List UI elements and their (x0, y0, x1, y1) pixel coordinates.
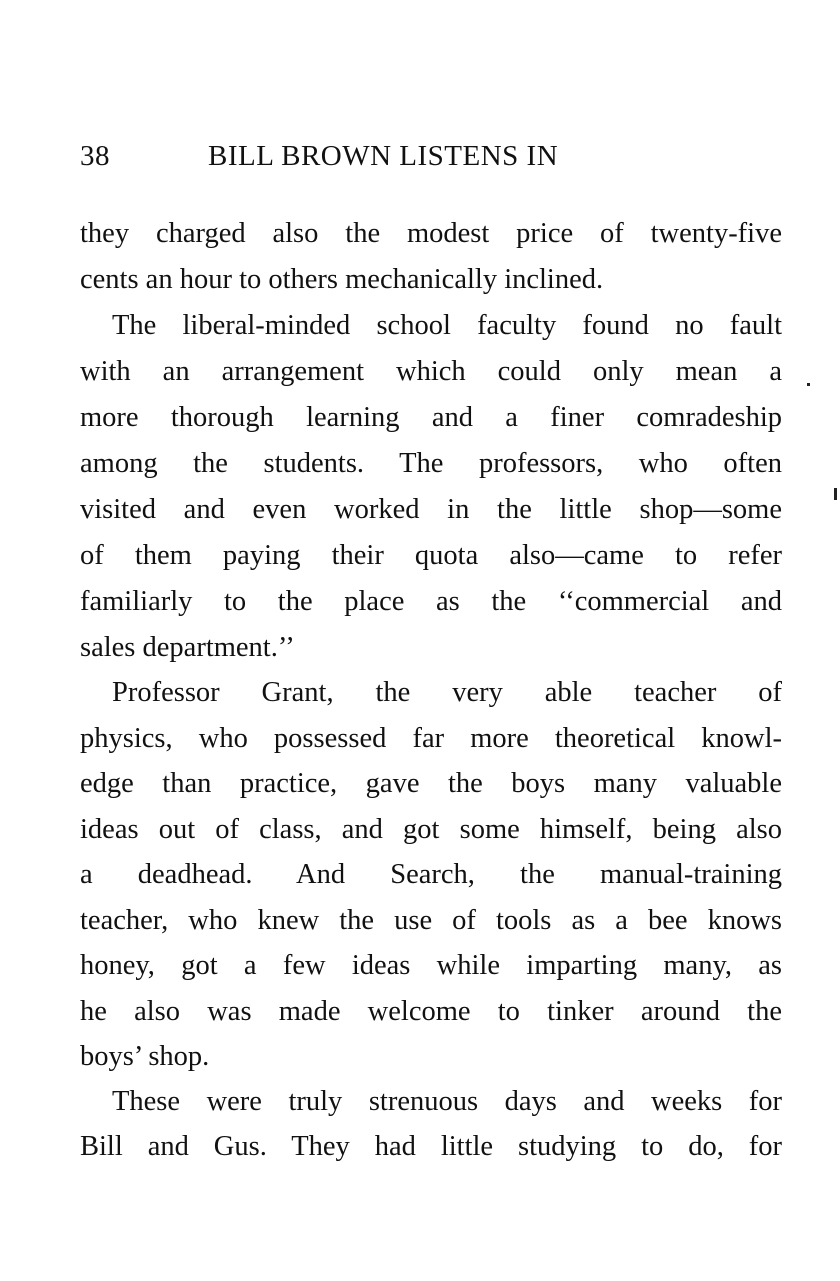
paragraph-first-line: These were truly strenuous days and weeks for (112, 1086, 782, 1117)
text-line: physics, who possessed far more theoretical knowl- (80, 723, 782, 754)
text-line: with an arrangement which could only mean a (80, 356, 782, 387)
text-line: cents an hour to others mechanically inclined. (80, 264, 604, 295)
text-line: honey, got a few ideas while imparting many, as (80, 950, 782, 981)
text-line: they charged also the modest price of twenty-five (80, 218, 782, 249)
paragraph-first-line: Professor Grant, the very able teacher of (112, 677, 782, 708)
text-line: edge than practice, gave the boys many valuable (80, 768, 782, 799)
text-line: Bill and Gus. They had little studying to do, for (80, 1131, 782, 1162)
text-line: of them paying their quota also—came to refer (80, 540, 782, 571)
text-line: familiarly to the place as the ‘‘commercial and (80, 586, 782, 617)
text-line: he also was made welcome to tinker around the (80, 996, 782, 1027)
paragraph-first-line: The liberal-minded school faculty found no fault (112, 310, 782, 341)
text-line: a deadhead. And Search, the manual-training (80, 859, 782, 890)
running-head (80, 136, 780, 176)
scan-speck (834, 488, 837, 500)
text-line: boys’ shop. (80, 1041, 210, 1072)
text-line: sales department.’’ (80, 632, 295, 663)
text-line: among the students. The professors, who often (80, 448, 782, 479)
text-line: more thorough learning and a finer comradeship (80, 402, 782, 433)
text-line: ideas out of class, and got some himself, being also (80, 814, 782, 845)
scan-speck (807, 383, 810, 386)
text-line: visited and even worked in the little shop—some (80, 494, 782, 525)
page-number: 38 (80, 140, 110, 172)
text-line: teacher, who knew the use of tools as a bee knows (80, 905, 782, 936)
book-title: BILL BROWN LISTENS IN (208, 140, 559, 172)
